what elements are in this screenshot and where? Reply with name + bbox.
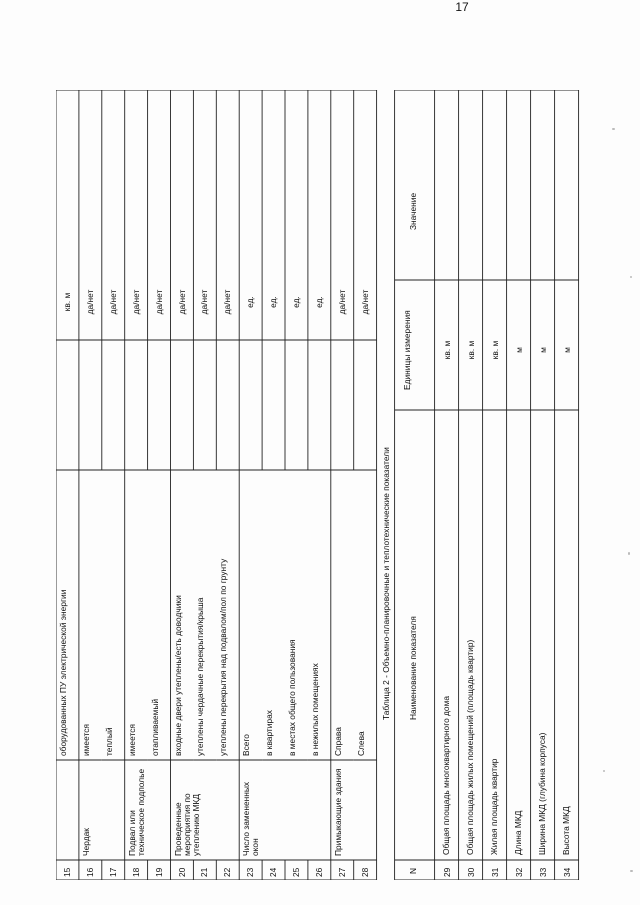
row-number: 22 xyxy=(222,867,233,877)
row-number: 30 xyxy=(465,867,476,877)
row-number: 20 xyxy=(176,867,187,877)
row-number: 21 xyxy=(199,867,210,877)
scan-speck xyxy=(630,870,633,872)
page-number: 17 xyxy=(455,0,469,14)
row-name: Жилая площадь квартир xyxy=(488,758,499,855)
row-item: оборудованных ПУ электрической энергии xyxy=(58,589,68,756)
row-number: 31 xyxy=(489,867,500,877)
row-unit: да/нет xyxy=(336,289,347,315)
table2-caption: Таблица 2 - Объемно-планировочные и теплотехнические показатели xyxy=(380,447,391,720)
row-unit: м xyxy=(537,347,548,353)
row-number: 19 xyxy=(153,867,164,877)
row-item: имеется xyxy=(80,724,91,756)
row-number: 24 xyxy=(268,867,279,877)
row-unit: да/нет xyxy=(84,289,95,315)
row-unit: кв. м xyxy=(441,340,452,360)
group-name: Примыкающие здания xyxy=(332,768,343,856)
group-name: Число замененных окон xyxy=(241,781,261,856)
group-name: Подвал или техническое подполье xyxy=(126,768,146,856)
row-item: входные двери утеплены/есть доводчики xyxy=(172,595,183,756)
group-name: Проведенные мероприятия по утеплению МКД xyxy=(172,793,201,856)
row-item: Всего xyxy=(241,734,252,756)
row-item: отапливаемый xyxy=(149,698,160,756)
group-name: Чердак xyxy=(80,828,91,856)
row-item: Справа xyxy=(332,727,343,756)
scan-speck xyxy=(630,276,632,278)
table2-header-name: Наименование показателя xyxy=(407,616,418,720)
row-unit: кв. м xyxy=(489,340,500,360)
row-unit: да/нет xyxy=(222,289,233,315)
row-number: 16 xyxy=(84,867,95,877)
row-name: Общая площадь многоквартирного дома xyxy=(440,695,451,855)
row-name: Длина МКД xyxy=(512,810,523,855)
row-number: 34 xyxy=(561,867,572,877)
row-number: 23 xyxy=(245,867,256,877)
row-number: 32 xyxy=(513,867,524,877)
row-number: 17 xyxy=(107,867,118,877)
row-number: 25 xyxy=(291,867,301,877)
row-number: 26 xyxy=(313,867,324,877)
row-number: 15 xyxy=(62,867,72,877)
row-unit: кв. м xyxy=(62,292,72,312)
row-number: 27 xyxy=(336,867,347,877)
row-name: Ширина МКД (глубина корпуса) xyxy=(536,732,547,855)
row-number: 18 xyxy=(130,867,141,877)
scan-speck xyxy=(612,128,615,130)
row-item: теплый xyxy=(103,727,114,756)
row-item: в местах общего пользования xyxy=(287,639,297,756)
row-item: утеплены чердачные перекрытия/крыша xyxy=(195,597,206,756)
row-number: 33 xyxy=(537,867,548,877)
row-unit: да/нет xyxy=(153,289,164,315)
row-item: имеется xyxy=(126,724,137,756)
table2-header-unit: Единицы измерения xyxy=(401,310,412,390)
row-item: в квартирах xyxy=(264,710,275,756)
row-item: Слева xyxy=(355,731,366,756)
row-number: 28 xyxy=(359,867,370,877)
row-name: Общая площадь жилых помещений (площадь квартир) xyxy=(464,639,475,855)
table2-header-value: Значение xyxy=(407,192,418,230)
row-unit: м xyxy=(513,347,524,353)
row-unit: ед. xyxy=(245,296,256,308)
row-unit: да/нет xyxy=(359,289,370,315)
row-unit: да/нет xyxy=(130,289,141,315)
row-unit: ед. xyxy=(291,296,301,308)
row-item: в нежилых помещениях xyxy=(309,663,320,756)
row-name: Высота МКД xyxy=(560,806,571,855)
row-unit: ед. xyxy=(313,296,324,308)
row-unit: да/нет xyxy=(176,289,187,315)
row-item: утеплены перекрытия над подвалом/пол по грунту xyxy=(218,558,229,756)
row-unit: да/нет xyxy=(107,289,118,315)
row-unit: да/нет xyxy=(199,289,210,315)
scan-speck xyxy=(628,552,630,555)
row-unit: ед. xyxy=(268,296,279,308)
rotated-table-area xyxy=(56,90,610,880)
row-unit: м xyxy=(561,347,572,353)
row-unit: кв. м xyxy=(465,340,476,360)
table2-header-n: N xyxy=(407,867,418,874)
row-number: 29 xyxy=(441,867,452,877)
